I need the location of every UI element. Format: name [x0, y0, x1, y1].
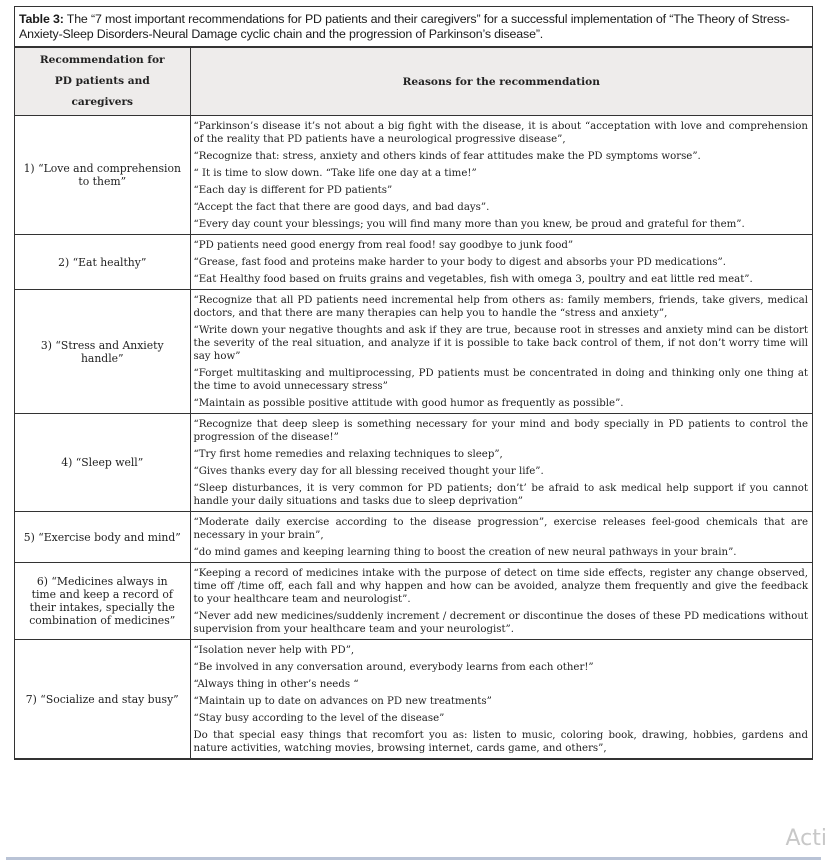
caption-label: Table 3:	[19, 12, 64, 26]
reason-text: “Accept the fact that there are good days, and bad days”.	[193, 202, 490, 213]
reason-text: “Stay busy according to the level of the disease”	[193, 713, 445, 724]
recommendation-cell: 4) “Sleep well”	[15, 414, 190, 512]
reason-text: “Forget multitasking and multiprocessing, PD patients must be concentrated in doing and thinking only one thing at the time to avoid unnecessary stress”	[193, 368, 808, 392]
table-row	[15, 414, 812, 512]
reason-text: “Every day count your blessings; you will find many more than you knew, be proud and grateful for them”.	[193, 219, 745, 230]
header-reasons: Reasons for the recommendation	[190, 48, 812, 116]
reason-text: “Maintain up to date on advances on PD new treatments”	[193, 696, 492, 707]
table-row	[15, 512, 812, 563]
reason-text: “Eat Healthy food based on fruits grains and vegetables, fish with omega 3, poultry and eat little red meat”.	[193, 274, 753, 285]
reason-text: “Moderate daily exercise according to the disease progression”, exercise releases feel-good chemicals that are necessary in your brain”,	[193, 517, 808, 541]
recommendation-cell: 2) “Eat healthy”	[15, 235, 190, 290]
reasons-cell	[190, 235, 812, 290]
reasons-cell	[190, 512, 812, 563]
reasons-cell	[190, 414, 812, 512]
reason-text: “Each day is different for PD patients”	[193, 185, 393, 196]
recommendation-cell: 5) “Exercise body and mind”	[15, 512, 190, 563]
caption-text: The “7 most important recommendations for PD patients and their caregivers” for a successful implementation of “The Theory of Stress-Anxiety-Sleep Disorders-Neural Damage cyclic chain and the progression of Parkinson’s disease”.	[19, 12, 790, 41]
recommendations-table	[15, 47, 812, 759]
reason-text: “Parkinson’s disease it’s not about a big fight with the disease, it is about “acceptation with love and comprehension of the reality that PD patients have a neurological progressive disease”,	[193, 121, 808, 145]
activation-watermark: Acti	[785, 826, 827, 851]
header-recommendation-line: caregivers	[71, 96, 133, 108]
reason-text: “Always thing in other’s needs “	[193, 679, 359, 690]
header-recommendation-line: Recommendation for	[39, 54, 165, 66]
recommendation-cell: 3) “Stress and Anxiety handle”	[15, 290, 190, 414]
table-row	[15, 640, 812, 759]
reason-text: “ It is time to slow down. “Take life one day at a time!”	[193, 168, 477, 179]
reason-text: “Be involved in any conversation around, everybody learns from each other!”	[193, 662, 594, 673]
header-row	[15, 48, 812, 116]
header-recommendation	[15, 48, 190, 116]
table-container	[14, 6, 813, 760]
header-recommendation-line: PD patients and	[54, 75, 150, 87]
reason-text: “Maintain as possible positive attitude with good humor as frequently as possible”.	[193, 398, 624, 409]
reason-text: “Recognize that: stress, anxiety and others kinds of fear attitudes make the PD symptoms worse”.	[193, 151, 701, 162]
reason-text: “Grease, fast food and proteins make harder to your body to digest and absorbs your PD medications”.	[193, 257, 726, 268]
table-row	[15, 116, 812, 235]
reason-text: “Isolation never help with PD”,	[193, 645, 355, 656]
reason-text: Do that special easy things that recomfort you as: listen to music, coloring book, drawing, hobbies, gardens and nature activities, watching movies, browsing internet, cards game, and others”,	[193, 730, 808, 754]
table-row	[15, 290, 812, 414]
table-row	[15, 235, 812, 290]
table-row	[15, 563, 812, 640]
reason-text: “Recognize that deep sleep is something necessary for your mind and body specially in PD patients to control the progression of the disease!”	[193, 419, 808, 443]
reason-text: “Recognize that all PD patients need incremental help from others as: family members, friends, take givers, medical doctors, and that there are many therapies can help you to handle the “stress and anxiety”,	[193, 295, 808, 319]
reasons-cell	[190, 116, 812, 235]
recommendation-cell: 1) “Love and comprehension to them”	[15, 116, 190, 235]
reason-text: “do mind games and keeping learning thing to boost the creation of new neural pathways in your brain”.	[193, 547, 737, 558]
reason-text: “PD patients need good energy from real food! say goodbye to junk food”	[193, 240, 574, 251]
reasons-cell	[190, 290, 812, 414]
recommendation-cell: 7) “Socialize and stay busy”	[15, 640, 190, 759]
reason-text: “Never add new medicines/suddenly increment / decrement or discontinue the doses of these PD medications without supervision from your healthcare team and your neurologist”.	[193, 611, 808, 635]
recommendation-cell: 6) “Medicines always in time and keep a record of their intakes, specially the combination of medicines”	[15, 563, 190, 640]
reason-text: “Write down your negative thoughts and ask if they are true, because root in stresses and anxiety mind can be distort the severity of the real situation, and analyze if it is possible to take back control of them, if not don’t worry time will say how”	[193, 325, 808, 362]
reasons-cell	[190, 563, 812, 640]
reason-text: “Try first home remedies and relaxing techniques to sleep”,	[193, 449, 503, 460]
reasons-cell	[190, 640, 812, 759]
reason-text: “Keeping a record of medicines intake with the purpose of detect on time side effects, register any change observed, time off /time off, each fall and why happen and how can be avoided, analyze them frequently and give the feedback to your healthcare team and neurologist”.	[193, 568, 808, 605]
table-caption	[15, 7, 812, 47]
reason-text: “Gives thanks every day for all blessing received thought your life”.	[193, 466, 544, 477]
reason-text: “Sleep disturbances, it is very common for PD patients; don’t’ be afraid to ask medical help support if you cannot handle your daily situations and tasks due to sleep deprivation”	[193, 483, 808, 507]
